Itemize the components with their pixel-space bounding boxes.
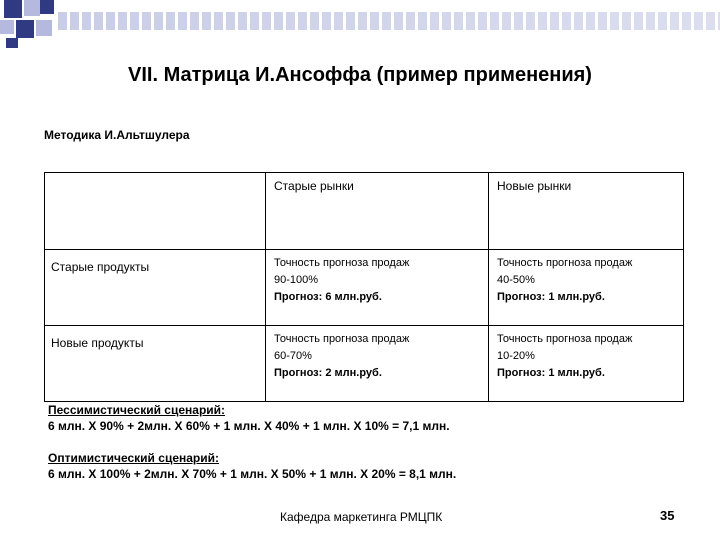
pessimistic-scenario-formula: 6 млн. Х 90% + 2млн. Х 60% + 1 млн. Х 40% + 1 млн. Х 10% = 7,1 млн. <box>48 419 450 433</box>
accuracy-label: Точность прогноза продаж <box>497 333 633 345</box>
table-row <box>45 250 684 326</box>
forecast-value: Прогноз: 6 млн.руб. <box>274 291 382 303</box>
accuracy-value: 90-100% <box>274 274 319 286</box>
matrix-cell <box>266 326 489 402</box>
square-2 <box>24 0 40 16</box>
pessimistic-scenario-label: Пессимистический сценарий: <box>48 403 226 417</box>
decorative-squares <box>0 0 60 50</box>
accuracy-value: 60-70% <box>274 350 312 362</box>
square-4 <box>0 20 14 34</box>
square-1 <box>4 0 22 18</box>
optimistic-scenario-formula: 6 млн. Х 100% + 2млн. Х 70% + 1 млн. Х 50% + 1 млн. Х 20% = 8,1 млн. <box>48 467 457 481</box>
page-number: 35 <box>660 508 675 523</box>
table-row <box>45 326 684 402</box>
accuracy-value: 40-50% <box>497 274 535 286</box>
ansoff-matrix-table <box>44 172 684 402</box>
decorative-stripes <box>58 12 720 30</box>
forecast-value: Прогноз: 1 млн.руб. <box>497 291 605 303</box>
accuracy-label: Точность прогноза продаж <box>274 333 410 345</box>
page-title: VII. Матрица И.Ансоффа (пример применения) <box>128 64 592 86</box>
forecast-value: Прогноз: 1 млн.руб. <box>497 367 605 379</box>
matrix-cell <box>266 250 489 326</box>
accuracy-label: Точность прогноза продаж <box>497 257 633 269</box>
matrix-cell <box>489 250 684 326</box>
footer-text: Кафедра маркетинга РМЦПК <box>280 510 443 524</box>
corner-cell <box>45 173 266 250</box>
page-subtitle: Методика И.Альтшулера <box>44 128 190 142</box>
square-5 <box>16 20 34 38</box>
square-7 <box>6 38 18 48</box>
row-header-old-products: Старые продукты <box>45 250 266 326</box>
square-3 <box>40 0 54 14</box>
pessimistic-scenario <box>48 402 450 434</box>
optimistic-scenario-label: Оптимистический сценарий: <box>48 451 219 465</box>
optimistic-scenario <box>48 450 456 482</box>
accuracy-value: 10-20% <box>497 350 535 362</box>
table-header-row <box>45 173 684 250</box>
matrix-cell <box>489 326 684 402</box>
column-header-new-markets: Новые рынки <box>489 173 684 250</box>
row-header-new-products: Новые продукты <box>45 326 266 402</box>
accuracy-label: Точность прогноза продаж <box>274 257 410 269</box>
square-6 <box>36 20 52 36</box>
forecast-value: Прогноз: 2 млн.руб. <box>274 367 382 379</box>
column-header-old-markets: Старые рынки <box>266 173 489 250</box>
